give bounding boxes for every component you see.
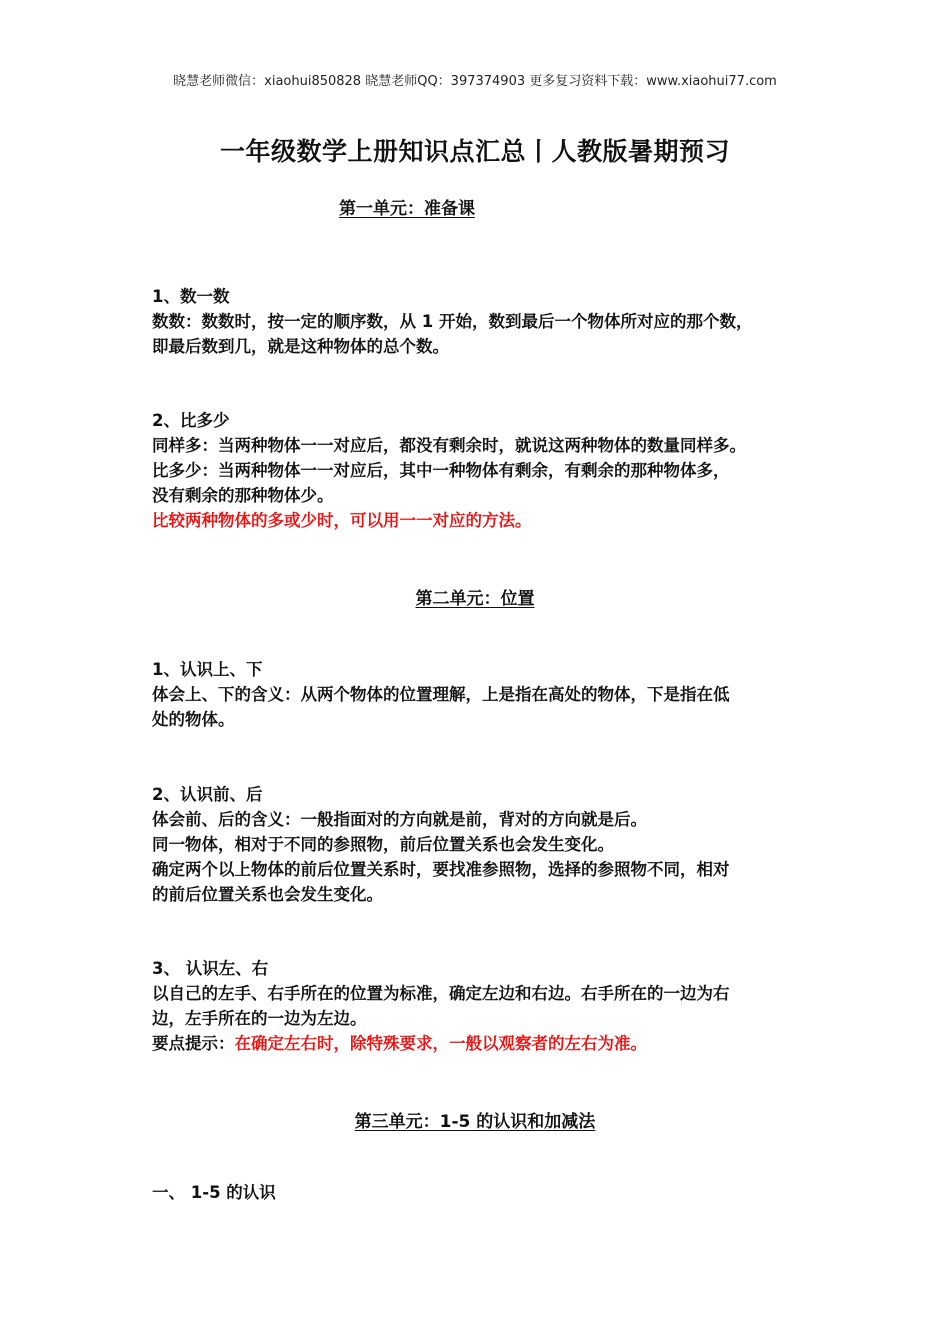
unit1-heading <box>0 194 882 219</box>
unit3-heading-text: 第三单元：1-5 的认识和加减法 <box>354 1112 596 1132</box>
paragraph-line: 以自己的左手、右手所在的位置为标准，确定左边和右边。右手所在的一边为右 <box>152 984 730 1003</box>
paragraph-line: 体会前、后的含义：一般指面对的方向就是前，背对的方向就是后。 <box>152 810 647 829</box>
paragraph-line: 同样多：当两种物体一一对应后，都没有剩余时，就说这两种物体的数量同样多。 <box>152 436 746 455</box>
paragraph-line: 体会上、下的含义：从两个物体的位置理解，上是指在高处的物体，下是指在低 <box>152 685 730 704</box>
section-title: 1、数一数 <box>152 287 230 306</box>
unit2-heading-text: 第二单元：位置 <box>415 589 535 609</box>
highlight-note: 比较两种物体的多或少时，可以用一一对应的方法。 <box>152 511 532 530</box>
section-title: 1、认识上、下 <box>152 660 263 679</box>
unit2-heading <box>0 584 950 609</box>
unit1-section1 <box>152 284 812 359</box>
tip-line <box>152 1031 812 1056</box>
unit3-heading <box>0 1107 950 1132</box>
section-title: 一、 1-5 的认识 <box>152 1183 276 1202</box>
paragraph-line: 确定两个以上物体的前后位置关系时，要找准参照物，选择的参照物不同，相对 <box>152 860 730 879</box>
unit3-section1 <box>152 1180 812 1205</box>
paragraph-line: 比多少：当两种物体一一对应后，其中一种物体有剩余，有剩余的那种物体多， <box>152 461 730 480</box>
paragraph-line: 没有剩余的那种物体少。 <box>152 486 334 505</box>
section-title: 2、认识前、后 <box>152 785 263 804</box>
unit1-heading-text: 第一单元：准备课 <box>339 199 475 219</box>
tip-highlight: 在确定左右时，除特殊要求，一般以观察者的左右为准。 <box>234 1034 647 1053</box>
unit1-section2 <box>152 408 812 533</box>
unit2-section2 <box>152 782 812 907</box>
section-title: 2、比多少 <box>152 411 230 430</box>
paragraph-line: 即最后数到几，就是这种物体的总个数。 <box>152 337 449 356</box>
paragraph-line: 的前后位置关系也会发生变化。 <box>152 885 383 904</box>
tip-label: 要点提示： <box>152 1034 235 1053</box>
paragraph-line: 数数：数数时，按一定的顺序数，从 1 开始，数到最后一个物体所对应的那个数， <box>152 312 753 331</box>
page-header: 晓慧老师微信：xiaohui850828 晓慧老师QQ：397374903 更多复习资料下载：www.xiaohui77.com <box>173 74 777 89</box>
paragraph-line: 边，左手所在的一边为左边。 <box>152 1009 367 1028</box>
unit2-section1 <box>152 657 812 732</box>
paragraph-line: 同一物体，相对于不同的参照物，前后位置关系也会发生变化。 <box>152 835 614 854</box>
unit2-section3 <box>152 956 812 1056</box>
section-title: 3、 认识左、右 <box>152 959 269 978</box>
document-title: 一年级数学上册知识点汇总丨人教版暑期预习 <box>219 137 730 166</box>
paragraph-line: 处的物体。 <box>152 710 235 729</box>
